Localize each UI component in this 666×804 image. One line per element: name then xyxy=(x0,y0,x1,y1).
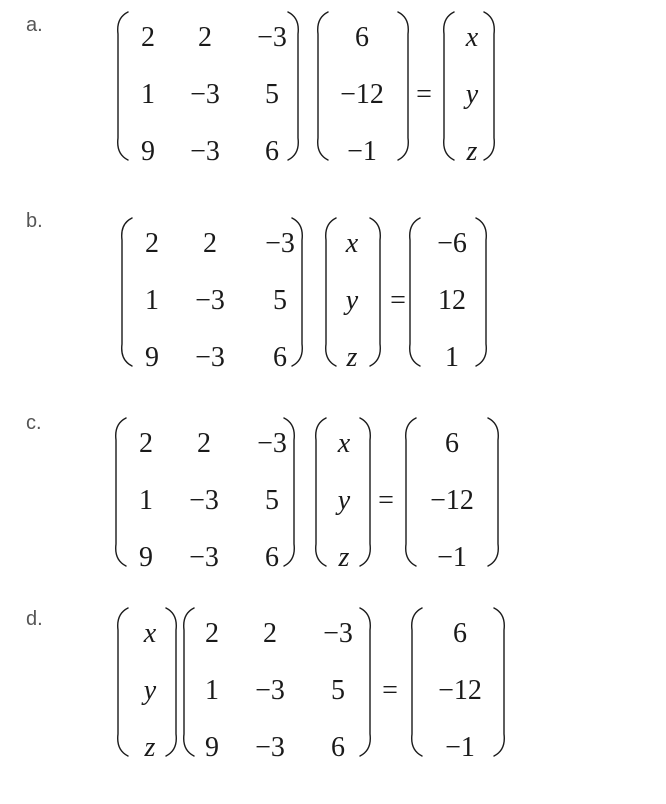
middle-matrix xyxy=(335,428,351,573)
matrix-entry: −3 xyxy=(265,228,295,259)
left-parenthesis xyxy=(410,218,420,366)
matrix-entry: −12 xyxy=(438,675,482,706)
matrix-entry: −1 xyxy=(445,732,475,763)
right-matrix xyxy=(463,22,479,167)
matrix-entry: y xyxy=(465,79,479,110)
matrix-entry: 2 xyxy=(145,228,159,259)
right-parenthesis xyxy=(488,418,498,566)
matrix-entry: 9 xyxy=(145,342,159,373)
matrix-entry: 2 xyxy=(205,618,219,649)
left-parenthesis xyxy=(116,418,126,566)
matrix-entry: 1 xyxy=(139,485,153,516)
left-parenthesis xyxy=(122,218,132,366)
left-parenthesis xyxy=(326,218,336,366)
matrix-entry: 5 xyxy=(331,675,345,706)
left-parenthesis xyxy=(118,12,128,160)
right-parenthesis xyxy=(370,218,380,366)
matrix-entry: 9 xyxy=(205,732,219,763)
left-parenthesis xyxy=(118,608,128,756)
matrix-entry: 6 xyxy=(265,136,279,167)
matrix-entry: z xyxy=(466,136,478,167)
matrix-entry: −1 xyxy=(347,136,377,167)
matrix-entry: z xyxy=(338,542,350,573)
matrix-entry: z xyxy=(144,732,156,763)
matrix-entry: 5 xyxy=(273,285,287,316)
option-label: c. xyxy=(26,412,42,434)
matrix-entry: −3 xyxy=(189,485,219,516)
matrix-entry: 9 xyxy=(141,136,155,167)
matrix-entry: −12 xyxy=(340,79,384,110)
option-label: d. xyxy=(26,608,43,630)
matrix-entry: −3 xyxy=(190,79,220,110)
matrix-entry: −12 xyxy=(430,485,474,516)
matrix-entry: −3 xyxy=(255,732,285,763)
right-matrix xyxy=(430,428,474,573)
matrix-entry: −3 xyxy=(255,675,285,706)
matrix-entry: 6 xyxy=(445,428,459,459)
matrix-entry: −3 xyxy=(257,22,287,53)
matrix-entry: 2 xyxy=(263,618,277,649)
matrix-entry: 2 xyxy=(198,22,212,53)
right-parenthesis xyxy=(494,608,504,756)
equals-sign: = xyxy=(382,675,398,706)
matrix-entry: 1 xyxy=(141,79,155,110)
matrix-entry: y xyxy=(143,675,157,706)
matrix-entry: 5 xyxy=(265,485,279,516)
matrix-entry: −3 xyxy=(189,542,219,573)
right-parenthesis xyxy=(360,608,370,756)
middle-matrix xyxy=(205,618,353,763)
left-parenthesis xyxy=(444,12,454,160)
matrix-entry: 9 xyxy=(139,542,153,573)
matrix-entry: z xyxy=(346,342,358,373)
matrix-entry: 2 xyxy=(203,228,217,259)
matrix-entry: x xyxy=(465,22,479,53)
matrix-entry: 1 xyxy=(445,342,459,373)
matrix-entry: 12 xyxy=(438,285,466,316)
matrix-entry: y xyxy=(345,285,359,316)
matrix-entry: −1 xyxy=(437,542,467,573)
equals-sign: = xyxy=(416,79,432,110)
left-matrix xyxy=(139,428,287,573)
matrix-entry: 1 xyxy=(205,675,219,706)
matrix-entry: y xyxy=(337,485,351,516)
matrix-entry: −3 xyxy=(257,428,287,459)
left-parenthesis xyxy=(412,608,422,756)
right-parenthesis xyxy=(288,12,298,160)
matrix-entry: −3 xyxy=(323,618,353,649)
right-parenthesis xyxy=(166,608,176,756)
matrix-entry: 6 xyxy=(265,542,279,573)
equals-sign: = xyxy=(390,285,406,316)
matrix-entry: −6 xyxy=(437,228,467,259)
matrix-entry: x xyxy=(143,618,157,649)
matrix-entry: 6 xyxy=(355,22,369,53)
left-parenthesis xyxy=(316,418,326,566)
right-parenthesis xyxy=(484,12,494,160)
matrix-entry: −3 xyxy=(195,285,225,316)
matrix-entry: 2 xyxy=(141,22,155,53)
left-matrix xyxy=(145,228,295,373)
right-matrix xyxy=(438,618,482,763)
option-label: b. xyxy=(26,210,43,232)
matrix-entry: 5 xyxy=(265,79,279,110)
matrix-entry: x xyxy=(345,228,359,259)
matrix-entry: −3 xyxy=(195,342,225,373)
matrix-entry: 6 xyxy=(273,342,287,373)
middle-matrix xyxy=(343,228,359,373)
left-matrix xyxy=(141,618,157,763)
left-parenthesis xyxy=(184,608,194,756)
matrix-entry: 2 xyxy=(197,428,211,459)
left-matrix xyxy=(141,22,287,167)
matrix-entry: 6 xyxy=(453,618,467,649)
matrix-entry: x xyxy=(337,428,351,459)
left-parenthesis xyxy=(318,12,328,160)
right-parenthesis xyxy=(476,218,486,366)
right-parenthesis xyxy=(398,12,408,160)
matrix-entry: −3 xyxy=(190,136,220,167)
equals-sign: = xyxy=(378,485,394,516)
matrix-entry: 2 xyxy=(139,428,153,459)
left-parenthesis xyxy=(406,418,416,566)
matrix-entry: 1 xyxy=(145,285,159,316)
right-matrix xyxy=(437,228,467,373)
middle-matrix xyxy=(340,22,384,167)
option-label: a. xyxy=(26,14,43,36)
right-parenthesis xyxy=(360,418,370,566)
matrix-entry: 6 xyxy=(331,732,345,763)
